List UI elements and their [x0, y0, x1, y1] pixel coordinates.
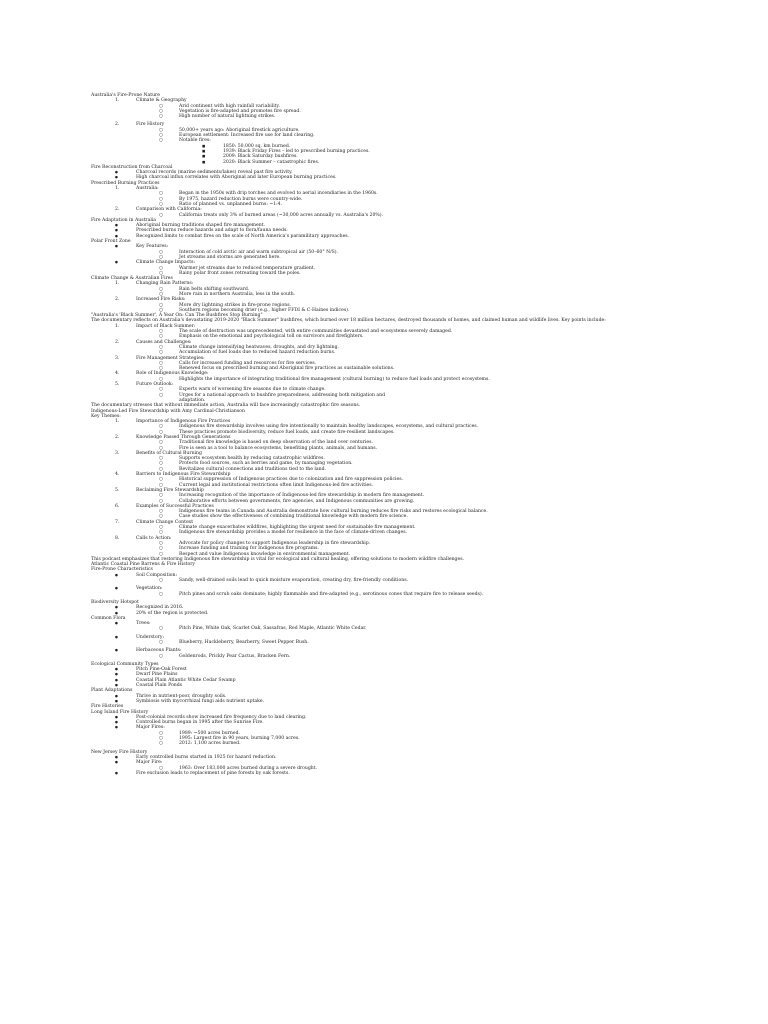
bullet-icon: ●: [115, 605, 118, 610]
line-text: Increased Fire Risks:: [136, 297, 186, 303]
bullet-icon: ●: [115, 621, 118, 626]
bullet-icon: ●: [115, 572, 118, 577]
line-text: Highlights the importance of integrating traditional fire management (cultural burning) to reduce fuel loads and protect ecosystems.: [179, 376, 490, 382]
line-text: Recognized in 2016.: [136, 605, 184, 611]
line-text: Arid continent with high rainfall variability.: [179, 103, 280, 109]
bullet-icon: ●: [115, 672, 118, 677]
line-text: Prescribed Burning Practices: [91, 180, 160, 186]
circle-bullet-icon: ○: [159, 254, 164, 260]
circle-bullet-icon: ○: [159, 466, 164, 472]
bullet-icon: ●: [115, 170, 118, 175]
line-text: 1963: Over 183,000 acres burned during a severe drought.: [179, 765, 318, 771]
list-number: 2.: [115, 339, 120, 345]
line-text: Increasing recognition of the importance of Indigenous-led fire stewardship in modern fire management.: [179, 493, 425, 499]
list-number: 1.: [115, 419, 120, 425]
line-text: Notable fires:: [179, 138, 211, 144]
circle-bullet-icon: ○: [159, 387, 164, 393]
list-number: 8.: [115, 535, 120, 541]
bullet-icon: ●: [115, 770, 118, 775]
outline-item: [91, 578, 691, 583]
line-text: Interaction of cold arctic air and warm subtropical air (50–60° N/S).: [179, 249, 339, 255]
circle-bullet-icon: ○: [159, 366, 164, 372]
line-text: Key Themes:: [91, 413, 121, 419]
line-text: 1989: ~500 acres burned.: [179, 730, 240, 736]
line-text: High number of natural lightning strikes.: [179, 114, 276, 120]
circle-bullet-icon: ○: [159, 578, 164, 584]
line-text: 2012: 1,100 acres burned.: [179, 741, 241, 747]
line-text: Warmer jet streams due to reduced temperature gradient.: [179, 265, 316, 271]
line-text: Climate Change & Australian Fires: [91, 276, 173, 282]
circle-bullet-icon: ○: [159, 551, 164, 557]
line-text: More dry lightning strikes in fire-prone regions.: [179, 302, 292, 308]
line-text: The scale of destruction was unprecedented, with entire communities devastated and ecosystems severely damaged.: [179, 329, 453, 335]
outline-item: [91, 640, 691, 645]
circle-bullet-icon: ○: [159, 440, 164, 446]
line-text: 2009: Black Saturday bushfires.: [223, 154, 298, 160]
line-text: Protects food sources, such as berries and game, by managing vegetation.: [179, 461, 353, 467]
line-text: Pitch Pine-Oak Forest: [136, 667, 187, 673]
line-text: Reclaiming Fire Stewardship: [136, 487, 204, 493]
list-number: 2.: [115, 207, 120, 213]
document-page: [91, 93, 691, 776]
bullet-icon: ●: [115, 233, 118, 238]
line-text: Key Features:: [136, 244, 169, 250]
line-text: Climate change exacerbates wildfires, highlighting the urgent need for sustainable fire management.: [179, 525, 416, 531]
line-text: Soil Composition:: [136, 572, 178, 578]
line-text: Understory:: [136, 634, 164, 640]
list-number: 2.: [115, 122, 120, 128]
bullet-icon: ●: [115, 610, 118, 615]
line-text: This podcast emphasizes that restoring Indigenous fire stewardship is vital for ecological and cultural healing, offering solutions to modern wildfire challenges.: [91, 556, 465, 562]
line-text: Urges for a national approach to bushfire preparedness, addressing both mitigation and: [179, 392, 386, 398]
line-text: Ratio of planned vs. unplanned burns: ~1:4.: [179, 201, 283, 207]
line-text: 50,000+ years ago: Aboriginal firestick agriculture.: [179, 127, 300, 133]
line-text: Pitch Pine, White Oak, Scarlet Oak, Sassafras, Red Maple, Atlantic White Cedar.: [179, 626, 367, 632]
line-text: More rain in northern Australia, less in the south.: [179, 291, 296, 297]
bullet-icon: ●: [115, 260, 118, 265]
list-number: 2.: [115, 435, 120, 440]
line-text: By 1975, hazard reduction burns were country-wide.: [179, 196, 303, 202]
line-text: Blueberry, Huckleberry, Bearberry, Sweet Pepper Bush.: [179, 639, 309, 645]
bullet-icon: ●: [115, 693, 118, 698]
bullet-icon: ●: [115, 175, 118, 180]
square-bullet-icon: ■: [202, 154, 206, 159]
line-text: Polar Front Zone: [91, 239, 131, 245]
bullet-icon: ●: [115, 714, 118, 719]
line-text: Future Outlook:: [136, 382, 174, 388]
line-text: 1850: 50,000 sq. km burned.: [223, 143, 291, 149]
circle-bullet-icon: ○: [159, 302, 164, 308]
circle-bullet-icon: ○: [159, 291, 164, 297]
line-text: Role of Indigenous Knowledge:: [136, 371, 209, 377]
line-text: Causes and Challenges:: [136, 339, 192, 345]
bullet-icon: ●: [115, 683, 118, 688]
circle-bullet-icon: ○: [159, 138, 164, 144]
circle-bullet-icon: ○: [159, 108, 164, 114]
line-text: High charcoal influx correlates with Aboriginal and later European burning practices.: [136, 175, 337, 181]
line-text: Jet streams and storms are generated here.: [179, 254, 281, 260]
list-number: 1.: [115, 186, 120, 192]
circle-bullet-icon: ○: [159, 509, 164, 515]
line-text: The documentary reflects on Australia's devastating 2019-2020 "Black Summer" bushfires, which burned over 18 million hectares, destroyed thousands of homes, and claimed human and wildlife lives. Key points include:: [91, 318, 606, 324]
circle-bullet-icon: ○: [159, 196, 164, 202]
list-number: 5.: [115, 487, 120, 493]
line-text: Dwarf Pine Plains: [136, 672, 178, 678]
circle-bullet-icon: ○: [159, 350, 164, 356]
circle-bullet-icon: ○: [159, 546, 164, 552]
bullet-icon: ●: [115, 223, 118, 228]
line-text: Indigenous fire teams in Canada and Australia demonstrate how cultural burning reduces fire risks and restores ecological balance.: [179, 509, 488, 515]
line-text: Comparison with California:: [136, 207, 202, 213]
circle-bullet-icon: ○: [159, 445, 164, 451]
list-number: 2.: [115, 297, 120, 303]
line-text: Vegetation:: [136, 586, 163, 592]
outline-item: [91, 741, 691, 746]
line-text: Importance of Indigenous Fire Practices: [136, 419, 231, 425]
line-text: Controlled burns began in 1995 after the Sunrise Fire.: [136, 720, 264, 726]
circle-bullet-icon: ○: [159, 114, 164, 120]
line-text: Ecological Community Types: [91, 661, 159, 667]
line-text: Common Flora: [91, 615, 126, 621]
line-text: These practices promote biodiversity, reduce fuel loads, and create fire-resilient landscapes.: [179, 429, 395, 435]
line-text: Trees:: [136, 621, 151, 627]
line-text: Biodiversity Hotspot: [91, 599, 139, 605]
line-text: Atlantic Coastal Pine Barrens & Fire History: [91, 562, 196, 568]
circle-bullet-icon: ○: [159, 525, 164, 531]
line-text: Historical suppression of Indigenous practices due to colonization and fire suppression policies.: [179, 477, 404, 483]
circle-bullet-icon: ○: [159, 392, 164, 398]
circle-bullet-icon: ○: [159, 201, 164, 207]
line-text: Accumulation of fuel loads due to reduced hazard reduction burns.: [179, 350, 336, 356]
circle-bullet-icon: ○: [159, 334, 164, 340]
outline-item: [91, 771, 691, 776]
circle-bullet-icon: ○: [159, 344, 164, 350]
outline-item: [91, 114, 691, 119]
line-text: adaptation.: [179, 397, 206, 403]
bullet-icon: ●: [115, 754, 118, 759]
line-text: Case studies show the effectiveness of combining traditional knowledge with modern fire science.: [179, 514, 408, 520]
line-text: Rain belts shifting southward.: [179, 286, 250, 292]
circle-bullet-icon: ○: [159, 249, 164, 255]
line-text: New Jersey Fire History: [91, 749, 148, 755]
list-number: 1.: [115, 98, 120, 104]
circle-bullet-icon: ○: [159, 360, 164, 366]
line-text: Knowledge Passed Through Generations: [136, 435, 231, 440]
line-text: Calls for increased funding and resources for fire services.: [179, 360, 317, 366]
bullet-icon: ●: [115, 760, 118, 765]
line-text: 2020: Black Summer – catastrophic fires.: [223, 159, 320, 165]
circle-bullet-icon: ○: [159, 307, 164, 313]
circle-bullet-icon: ○: [159, 514, 164, 520]
circle-bullet-icon: ○: [159, 653, 164, 659]
line-text: Early controlled burns started in 1925 for hazard reduction.: [136, 754, 277, 760]
circle-bullet-icon: ○: [159, 765, 164, 771]
line-text: Revitalizes cultural connections and traditions tied to the land.: [179, 466, 326, 472]
list-number: 4.: [115, 472, 120, 478]
line-text: Herbaceous Plants:: [136, 648, 182, 654]
line-text: Major Fire:: [136, 760, 163, 766]
list-number: 6.: [115, 503, 120, 509]
line-text: Coastal Plain Ponds: [136, 683, 183, 689]
line-text: Aboriginal burning traditions shaped fire management.: [136, 223, 265, 229]
line-text: 20% of the region is protected.: [136, 610, 209, 616]
list-number: 3.: [115, 450, 120, 456]
line-text: Australia's Fire-Prone Nature: [91, 93, 160, 98]
bullet-icon: ●: [115, 228, 118, 233]
line-text: Benefits of Cultural Burning: [136, 450, 202, 456]
line-text: Fire Reconstruction from Charcoal: [91, 164, 173, 170]
line-text: Plant Adaptations: [91, 688, 133, 694]
line-text: The documentary stresses that without immediate action, Australia will face increasingly catastrophic fire seasons.: [91, 403, 361, 409]
line-text: European settlement: Increased fire use for land clearing.: [179, 133, 315, 139]
circle-bullet-icon: ○: [159, 736, 164, 742]
circle-bullet-icon: ○: [159, 329, 164, 335]
circle-bullet-icon: ○: [159, 286, 164, 292]
line-text: Post-colonial records show increased fire frequency due to land clearing.: [136, 714, 307, 720]
line-text: Indigenous fire stewardship provides a model for resilience in the face of climate-driven changes.: [179, 530, 408, 536]
line-text: Vegetation is fire-adapted and promotes fire spread.: [179, 108, 301, 114]
square-bullet-icon: ■: [202, 143, 206, 148]
circle-bullet-icon: ○: [159, 103, 164, 109]
line-text: Long Island Fire History: [91, 709, 149, 715]
line-text: Fire-Prone Characteristics: [91, 567, 153, 573]
outline-item: [91, 592, 691, 597]
line-text: Indigenous-Led Fire Stewardship with Amy Cardinal-Christianson: [91, 408, 245, 414]
circle-bullet-icon: ○: [159, 639, 164, 645]
list-number: 7.: [115, 519, 120, 525]
circle-bullet-icon: ○: [159, 540, 164, 546]
bullet-icon: ●: [115, 677, 118, 682]
outline-item: [91, 626, 691, 631]
circle-bullet-icon: ○: [159, 212, 164, 218]
line-text: Charcoal records (marine sediments/lakes) reveal past fire activity.: [136, 170, 293, 176]
line-text: Australia:: [136, 186, 159, 192]
line-text: Impact of Black Summer:: [136, 323, 196, 329]
line-text: Changing Rain Patterns:: [136, 281, 194, 287]
bullet-icon: ●: [115, 648, 118, 653]
circle-bullet-icon: ○: [159, 191, 164, 197]
line-text: 1939: Black Friday Fires – led to prescribed burning practices.: [223, 148, 370, 154]
line-text: Fire Management Strategies:: [136, 355, 205, 361]
bullet-icon: ●: [115, 244, 118, 249]
line-text: Fire History: [136, 122, 165, 128]
line-text: Experts warn of worsening fire seasons due to climate change.: [179, 387, 326, 393]
line-text: Traditional fire knowledge is based on deep observation of the land over centuries.: [179, 440, 373, 446]
circle-bullet-icon: ○: [159, 498, 164, 504]
line-text: Rainy polar front zones retreating toward the poles.: [179, 270, 301, 276]
line-text: Climate Change Context: [136, 519, 194, 525]
circle-bullet-icon: ○: [159, 265, 164, 271]
circle-bullet-icon: ○: [159, 530, 164, 536]
line-text: Indigenous fire stewardship involves using fire intentionally to maintain healthy landscapes, ecosystems, and cultural practices.: [179, 424, 479, 430]
circle-bullet-icon: ○: [159, 482, 164, 488]
line-text: Barriers to Indigenous Fire Stewardship: [136, 472, 231, 478]
line-text: Fire is seen as a tool to balance ecosystems, benefiting plants, animals, and humans.: [179, 445, 378, 451]
circle-bullet-icon: ○: [159, 456, 164, 462]
circle-bullet-icon: ○: [159, 477, 164, 483]
bullet-icon: ●: [115, 634, 118, 639]
line-text: Climate & Geography: [136, 98, 187, 104]
circle-bullet-icon: ○: [159, 461, 164, 467]
circle-bullet-icon: ○: [159, 429, 164, 435]
circle-bullet-icon: ○: [159, 376, 164, 382]
line-text: Sandy, well-drained soils lead to quick moisture evaporation, creating dry, fire-friendly conditions.: [179, 578, 409, 584]
line-text: Increase funding and training for Indigenous fire programs.: [179, 546, 319, 552]
line-text: Fire Adaptation in Australia: [91, 217, 157, 223]
line-text: California treats only 3% of burned areas (~30,000 acres annually vs. Australia's 20%).: [179, 212, 384, 218]
circle-bullet-icon: ○: [159, 424, 164, 430]
circle-bullet-icon: ○: [159, 493, 164, 499]
line-text: Prescribed burns reduce hazards and adapt to flora/fauna needs.: [136, 228, 288, 234]
line-text: Climate change intensifying heatwaves, droughts, and dry lightning.: [179, 344, 339, 350]
line-text: Fire Histories: [91, 704, 124, 710]
line-text: Collaborative efforts between governments, fire agencies, and Indigenous communities are growing.: [179, 498, 415, 504]
outline-item: [91, 654, 691, 659]
circle-bullet-icon: ○: [159, 626, 164, 632]
line-text: Began in the 1950s with drip torches and evolved to aerial incendiaries in the 1960s.: [179, 191, 378, 197]
line-text: Thrive in nutrient-poor, droughty soils.: [136, 693, 227, 699]
line-text: Current legal and institutional restrictions often limit Indigenous-led fire activities.: [179, 482, 374, 488]
circle-bullet-icon: ○: [159, 730, 164, 736]
list-number: 4.: [115, 371, 120, 377]
line-text: Supports ecosystem health by reducing catastrophic wildfires.: [179, 456, 325, 462]
line-text: Emphasis on the emotional and psychological toll on survivors and firefighters.: [179, 334, 364, 340]
line-text: Climate Change Impacts:: [136, 260, 196, 266]
bullet-icon: ●: [115, 698, 118, 703]
list-number: 1.: [115, 281, 120, 287]
line-text: Renewed focus on prescribed burning and Aboriginal fire practices as sustainable solutions.: [179, 366, 395, 372]
circle-bullet-icon: ○: [159, 591, 164, 597]
circle-bullet-icon: ○: [159, 741, 164, 747]
list-number: 3.: [115, 355, 120, 361]
bullet-icon: ●: [115, 667, 118, 672]
square-bullet-icon: ■: [202, 159, 206, 164]
line-text: Coastal Plain Atlantic White Cedar Swamp: [136, 677, 236, 683]
line-text: Symbiosis with mycorrhizal fungi aids nutrient uptake.: [136, 698, 265, 704]
circle-bullet-icon: ○: [159, 133, 164, 139]
line-text: Major Fires:: [136, 725, 165, 731]
bullet-icon: ●: [115, 720, 118, 725]
square-bullet-icon: ■: [202, 148, 206, 153]
line-text: Respect and value Indigenous knowledge in environmental management.: [179, 551, 351, 557]
line-text: Recognized limits to combat fires on the scale of North America's paramilitary approaches.: [136, 233, 350, 239]
line-text: Goldenrods, Prickly Pear Cactus, Bracken Fern.: [179, 653, 291, 659]
line-text: Pitch pines and scrub oaks dominate; highly flammable and fire-adapted (e.g., serotinous cones that require fire to release seeds).: [179, 591, 484, 597]
bullet-icon: ●: [115, 586, 118, 591]
line-text: 1995: Largest fire in 90 years, burning 7,000 acres.: [179, 736, 300, 742]
circle-bullet-icon: ○: [159, 127, 164, 133]
line-text: Calls to Action:: [136, 535, 172, 541]
list-number: 1.: [115, 323, 120, 329]
line-text: Fire exclusion leads to replacement of pine forests by oak forests.: [136, 770, 290, 776]
line-text: Advocate for policy changes to support Indigenous leadership in fire stewardship.: [179, 540, 371, 546]
bullet-icon: ●: [115, 725, 118, 730]
circle-bullet-icon: ○: [159, 270, 164, 276]
line-text: "Australia's 'Black Summer', A Year On: Can The Bushfires Stop Burning": [91, 313, 263, 319]
line-text: Examples of Successful Practices: [136, 503, 214, 509]
line-text: Southern regions becoming drier (e.g., higher FFDI & C-Haines indices).: [179, 307, 350, 313]
list-number: 5.: [115, 382, 120, 388]
